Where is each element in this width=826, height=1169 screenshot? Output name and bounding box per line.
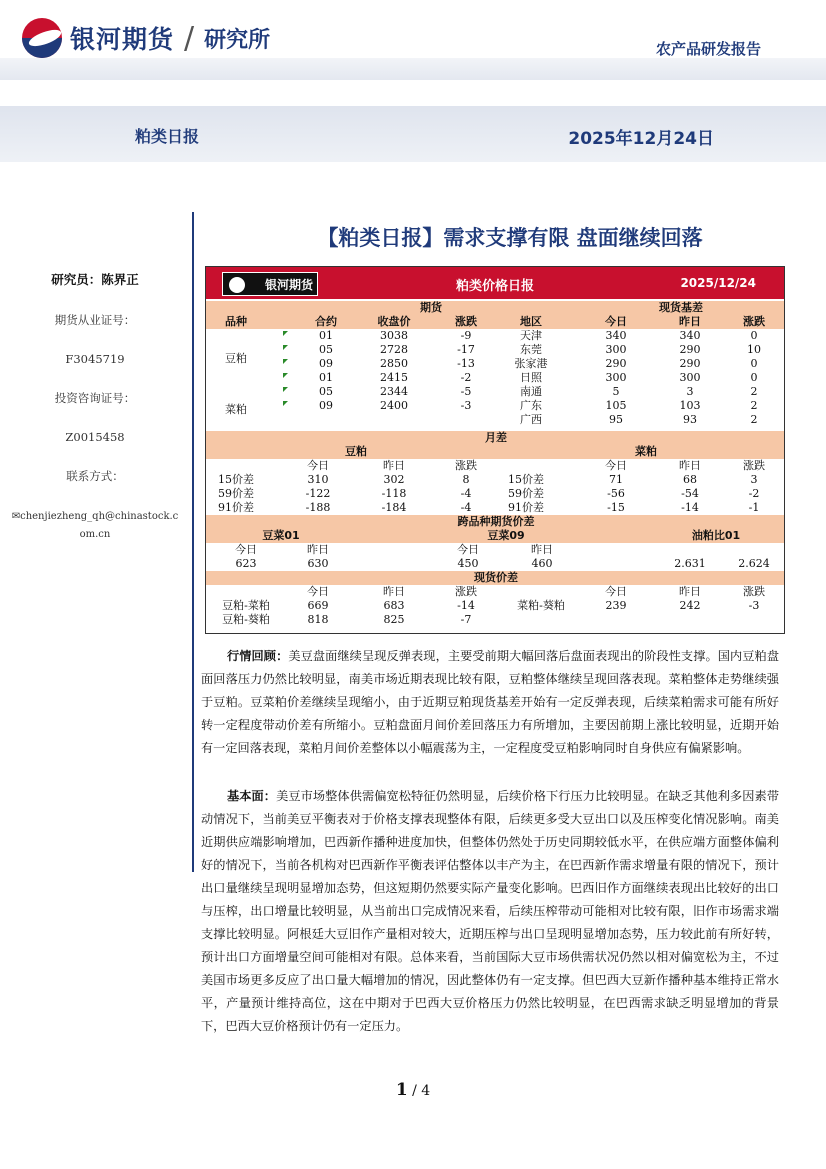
spread-cell: -1 — [748, 501, 760, 514]
fundamentals-lead: 基本面： — [227, 789, 277, 803]
cross-cell: 2.624 — [738, 557, 770, 570]
cross-headers — [206, 543, 784, 557]
cross-c: 油粕比01 — [691, 529, 741, 542]
column-header: 今日 — [605, 315, 627, 328]
data-row — [206, 329, 784, 343]
spread-cell: 15价差 — [508, 473, 544, 486]
spread-cell: 91价差 — [218, 501, 254, 514]
column-headers — [206, 315, 784, 329]
futures-cell: 01 — [319, 371, 333, 384]
section-spread — [206, 431, 784, 445]
spot-cell: 2 — [750, 385, 758, 398]
futures-header: 期货 — [420, 301, 442, 314]
report-title: 【粕类日报】需求支撑有限 盘面继续回落 — [317, 226, 703, 250]
spot-spread-cell: -7 — [460, 613, 472, 626]
spot-cell: 10 — [747, 343, 761, 356]
spread-cell: 302 — [383, 473, 405, 486]
indicator-icon — [283, 345, 288, 350]
table-title: 粕类价格日报 — [456, 279, 535, 294]
cross-cell: 630 — [307, 557, 329, 570]
spread-cell: 91价差 — [508, 501, 544, 514]
fundamentals-text: 美豆市场整体供需偏宽松特征仍然明显，后续价格下行压力比较明显。在缺乏其他利多因素带动情况下，当前美豆平衡表对于价格支撑表现整体有限，后续更多受大豆出口以及压榨变化情况影响。南美近期供应端影响增加，巴西新作播种进度加快，但整体仍然处于历史同期较低水平，在供应端方面整体偏利好的情况下，当前各机构对巴西新作平衡表评估整体以丰产为主，在巴西新作需求增量有限的情况下，预计出口量继续呈现明显增加态势，但这短期仍然要实际产量变化影响。巴西旧作方面继续表现出比较好的出口与压榨，出口增量比较明显，从当前出口完成情况来看，后续压榨带动可能相对比较有限，旧作市场需求端支撑比较明显。阿根廷大豆旧作产量相对较大，近期压榨与出口呈现明显增加态势，压力较此前有所好转，预计出口方面增量空间可能相对有限。总体来看，当前国际大豆市场供需状况仍然以相对偏宽松为主，不过美国市场更多反应了出口量大幅增加的情况，因此整体仍有一定支撑。但巴西大豆新作播种基本维持正常水平，产量预计维持高位，这在中期对于巴西大豆价格压力仍然比较明显，在巴西需求缺乏明显增加的背景下，巴西大豆价格预计仍有一定压力。 — [201, 789, 780, 1033]
spread-cell: 59价差 — [508, 487, 544, 500]
spread-right: 菜粕 — [635, 445, 657, 458]
spot-headers — [206, 585, 784, 599]
futures-cell: -9 — [460, 329, 472, 342]
spot-cell: 2 — [750, 399, 758, 412]
spread-row — [206, 487, 784, 501]
spot-cell: 340 — [679, 329, 701, 342]
spot-cell: 290 — [605, 357, 627, 370]
spot-spread-cell: 825 — [383, 613, 405, 626]
spread-cell: -15 — [607, 501, 625, 514]
spread-cell: 68 — [683, 473, 697, 486]
table-brand: 银河期货 — [222, 272, 318, 296]
cross-a: 豆菜01 — [262, 529, 300, 542]
brand-name: 银河期货 — [70, 25, 175, 54]
consult-cert-label: 投资咨询证号： — [54, 391, 136, 405]
spread-row — [206, 473, 784, 487]
cross-header: 昨日 — [307, 543, 329, 556]
cross-header: 昨日 — [531, 543, 553, 556]
column-header: 收盘价 — [377, 315, 411, 328]
spread-title: 月差 — [485, 431, 507, 444]
futures-cell: -17 — [457, 343, 475, 356]
spot-spread-cell: -14 — [457, 599, 475, 612]
spot-cell: 天津 — [520, 329, 542, 342]
column-header: 涨跌 — [455, 315, 477, 328]
spot-cell: 103 — [679, 399, 701, 412]
section-cross — [206, 515, 784, 529]
meal-soy-label — [206, 352, 784, 366]
page-number: 1 — [395, 1080, 408, 1100]
indicator-icon — [283, 331, 288, 336]
spread-header: 涨跌 — [743, 459, 765, 472]
galaxy-logo-icon — [22, 18, 62, 58]
spot-cell: 95 — [609, 413, 623, 426]
spot-spread-header: 昨日 — [383, 585, 405, 598]
analyst-name: 研究员：陈界正 — [51, 272, 139, 287]
price-table — [205, 266, 785, 634]
spread-cell: -184 — [381, 501, 407, 514]
spot-cell: 93 — [683, 413, 697, 426]
futures-cell: 2415 — [380, 371, 408, 384]
meal-label: 豆粕 — [225, 352, 247, 365]
spot-cell: 300 — [605, 371, 627, 384]
spot-cell: 广东 — [520, 399, 542, 412]
company-logo: 银河期货 / 研究所 — [22, 18, 270, 58]
spread-cell: -188 — [305, 501, 331, 514]
page-footer — [0, 1080, 826, 1100]
futures-cell: 01 — [319, 329, 333, 342]
galaxy-logo-icon — [229, 277, 245, 293]
spot-cell: 0 — [750, 329, 758, 342]
column-header: 品种 — [225, 315, 247, 328]
table-header-bar — [206, 267, 784, 299]
column-header: 昨日 — [679, 315, 701, 328]
meal-rape-label — [206, 403, 784, 417]
spot-spread-cell: 683 — [383, 599, 405, 612]
spot-cell: 290 — [679, 357, 701, 370]
market-review — [201, 645, 779, 760]
spot-spread-header: 今日 — [605, 585, 627, 598]
futures-cell: -5 — [460, 385, 472, 398]
cross-header: 今日 — [235, 543, 257, 556]
spot-spread-cell: 818 — [307, 613, 329, 626]
spot-spread-row — [206, 613, 784, 627]
spot-spread-cell: 菜粕-葵粕 — [517, 599, 565, 612]
review-lead: 行情回顾： — [227, 649, 289, 663]
spot-cell: 张家港 — [514, 357, 548, 370]
spread-cell: 71 — [609, 473, 623, 486]
spot-spread-header: 涨跌 — [455, 585, 477, 598]
section-spot — [206, 571, 784, 585]
spot-spread-header: 今日 — [307, 585, 329, 598]
cross-row — [206, 557, 784, 571]
spread-row — [206, 501, 784, 515]
contact-label: 联系方式： — [66, 469, 124, 483]
spread-cell: -4 — [460, 501, 472, 514]
data-row — [206, 371, 784, 385]
spread-cell: -56 — [607, 487, 625, 500]
spread-cell: 310 — [307, 473, 329, 486]
analyst-sidebar — [10, 270, 180, 544]
spot-cell: 300 — [605, 343, 627, 356]
spread-headers — [206, 459, 784, 473]
futures-cell: 05 — [319, 385, 333, 398]
spot-cell: 3 — [686, 385, 694, 398]
indicator-icon — [283, 387, 288, 392]
email-link[interactable]: ✉chenjiezheng_qh@chinastock.com.cn — [11, 511, 179, 540]
spread-header: 昨日 — [679, 459, 701, 472]
spot-cell: 日照 — [520, 371, 542, 384]
spread-cell: -118 — [381, 487, 407, 500]
cross-cell: 450 — [457, 557, 479, 570]
futures-cell: -3 — [460, 399, 472, 412]
spot-spread-cell: 669 — [307, 599, 329, 612]
futures-cert-label: 期货从业证号： — [54, 313, 136, 327]
cross-cell: 2.631 — [674, 557, 706, 570]
report-date: 2025年12月24日 — [568, 129, 714, 149]
cross-sub — [206, 529, 784, 543]
futures-cell: 2728 — [380, 343, 408, 356]
spot-cell: 340 — [605, 329, 627, 342]
divider-line — [192, 212, 194, 872]
futures-cell: 2344 — [380, 385, 408, 398]
spot-cell: 290 — [679, 343, 701, 356]
futures-cell: 2850 — [380, 357, 408, 370]
futures-cell: 05 — [319, 343, 333, 356]
page-total: / 4 — [412, 1083, 431, 1099]
spot-cell: 0 — [750, 357, 758, 370]
spot-spread-cell: 豆粕-葵粕 — [222, 613, 270, 626]
spread-sub — [206, 445, 784, 459]
spot-cell: 105 — [605, 399, 627, 412]
consult-cert: Z0015458 — [65, 430, 125, 444]
spot-cell: 2 — [750, 413, 758, 426]
spread-cell: 8 — [462, 473, 470, 486]
report-type: 农产品研发报告 — [655, 40, 761, 58]
spot-header: 现货基差 — [659, 301, 703, 314]
spread-cell: -122 — [305, 487, 331, 500]
spread-cell: 59价差 — [218, 487, 254, 500]
spot-cell: 5 — [612, 385, 620, 398]
column-header: 涨跌 — [743, 315, 765, 328]
data-row — [206, 385, 784, 399]
spread-cell: 15价差 — [218, 473, 254, 486]
futures-cell: 09 — [319, 357, 333, 370]
spot-spread-cell: 242 — [679, 599, 701, 612]
spot-spread-row — [206, 599, 784, 613]
futures-cell: -13 — [457, 357, 475, 370]
spread-cell: -14 — [681, 501, 699, 514]
spread-cell: 3 — [750, 473, 758, 486]
fundamentals — [201, 785, 779, 1038]
futures-cell: 3038 — [380, 329, 408, 342]
cross-header: 今日 — [457, 543, 479, 556]
spot-spread-header: 昨日 — [679, 585, 701, 598]
spot-title: 现货价差 — [474, 571, 518, 584]
futures-cell: -2 — [460, 371, 472, 384]
table-date: 2025/12/24 — [680, 276, 756, 290]
spot-spread-header: 涨跌 — [743, 585, 765, 598]
meal-label: 菜粕 — [225, 403, 247, 416]
cross-title: 跨品种期货价差 — [457, 515, 535, 528]
column-header: 合约 — [315, 315, 337, 328]
futures-cell: 2400 — [380, 399, 408, 412]
report-subtitle: 粕类日报 — [135, 127, 200, 146]
spread-cell: -4 — [460, 487, 472, 500]
spot-spread-cell: -3 — [748, 599, 760, 612]
spot-cell: 东莞 — [520, 343, 542, 356]
spread-cell: -2 — [748, 487, 760, 500]
cross-cell: 460 — [531, 557, 553, 570]
spread-header: 涨跌 — [455, 459, 477, 472]
spread-header: 今日 — [307, 459, 329, 472]
spot-cell: 广西 — [520, 413, 542, 426]
section-futures — [206, 301, 784, 315]
cross-cell: 623 — [235, 557, 257, 570]
spot-cell: 300 — [679, 371, 701, 384]
futures-cert: F3045719 — [65, 352, 125, 366]
column-header: 地区 — [520, 315, 542, 328]
review-text: 美豆盘面继续呈现反弹表现，主要受前期大幅回落后盘面表现出的阶段性支撑。国内豆粕盘面回落压力仍然比较明显，南美市场近期表现比较有限，豆粕整体继续呈现回落表现。菜粕整体走势继续强于豆粕。豆菜粕价差继续呈现缩小，由于近期豆粕现货基差开始有一定反弹表现，后续菜粕需求可能有所好转一定程度带动价差有所缩小。豆粕盘面月间价差回落压力有所增加，主要因前期上涨比较明显，近期开始有一定回落表现，菜粕月间价差整体以小幅震荡为主，一定程度受豆粕影响同时自身供应有偏紧影响。 — [201, 649, 780, 755]
spread-cell: -54 — [681, 487, 699, 500]
spot-cell: 南通 — [520, 385, 542, 398]
dept-name: 研究所 — [204, 27, 271, 53]
spot-spread-cell: 239 — [605, 599, 627, 612]
indicator-icon — [283, 373, 288, 378]
spread-left: 豆粕 — [345, 445, 367, 458]
cross-b: 豆菜09 — [487, 529, 525, 542]
subheader-band — [0, 106, 826, 162]
spot-cell: 0 — [750, 371, 758, 384]
spot-spread-cell: 豆粕-菜粕 — [222, 599, 270, 612]
spread-header: 今日 — [605, 459, 627, 472]
spread-header: 昨日 — [383, 459, 405, 472]
header-band — [0, 0, 826, 78]
futures-cell: 09 — [319, 399, 333, 412]
